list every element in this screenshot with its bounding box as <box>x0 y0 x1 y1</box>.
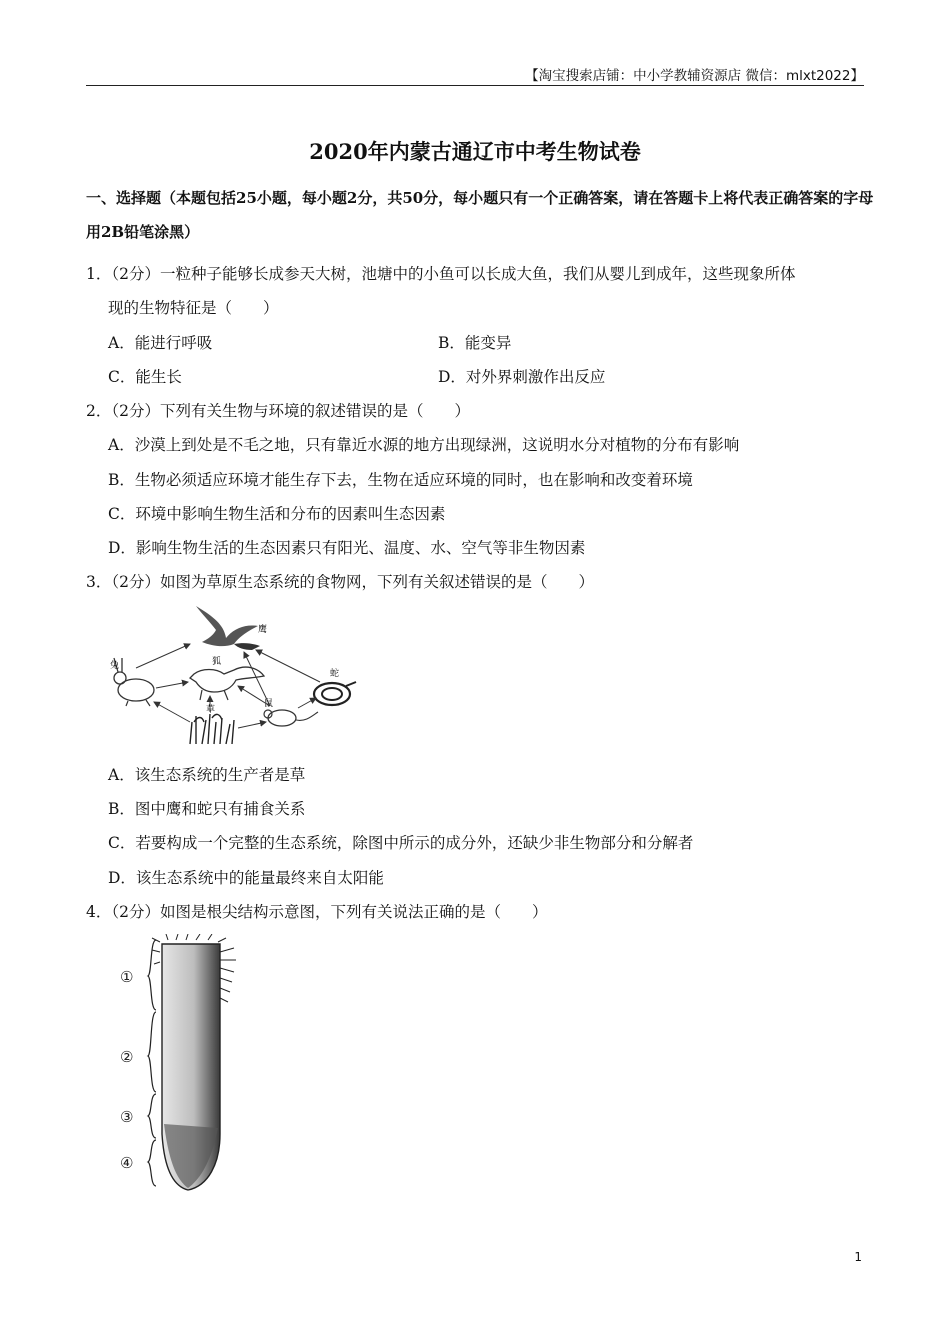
figure-label-fox: 狐 <box>212 657 222 667</box>
page-title: 2020年内蒙古通辽市中考生物试卷 <box>309 139 641 164</box>
food-web-arrows <box>136 644 320 728</box>
question-1-stem-line2: 现的生物特征是（ ） <box>108 299 279 317</box>
figure-label-mouse: 鼠 <box>264 699 274 709</box>
question-3-option-a: A．该生态系统的生产者是草 <box>108 766 306 784</box>
label-region-1: ① <box>120 968 134 986</box>
region-brackets <box>148 940 156 1186</box>
question-1-option-c: C．能生长 <box>108 368 182 386</box>
question-2-option-c: C．环境中影响生物生活和分布的因素叫生态因素 <box>108 505 446 523</box>
question-3-option-b: B．图中鹰和蛇只有捕食关系 <box>108 800 306 818</box>
label-region-3: ③ <box>120 1108 134 1126</box>
question-2-option-d: D．影响生物生活的生态因素只有阳光、温度、水、空气等非生物因素 <box>108 539 586 557</box>
grass-icon <box>190 714 234 744</box>
eagle-icon <box>196 606 260 650</box>
question-2-option-a: A．沙漠上到处是不毛之地，只有靠近水源的地方出现绿洲，这说明水分对植物的分布有影响 <box>108 436 740 454</box>
figure-label-rabbit: 兔 <box>110 661 120 671</box>
mouse-icon <box>264 710 318 726</box>
figure-label-eagle: 鹰 <box>258 625 268 635</box>
question-1-option-d: D．对外界刺激作出反应 <box>438 368 606 386</box>
figure-label-snake: 蛇 <box>330 669 340 679</box>
header-rule <box>86 85 864 86</box>
question-1-option-b: B．能变异 <box>438 334 512 352</box>
question-3-option-d: D．该生态系统中的能量最终来自太阳能 <box>108 869 384 887</box>
question-1-stem-line1: 1．（2分）一粒种子能够长成参天大树，池塘中的小鱼可以长成大鱼，我们从婴儿到成年，这些现象所体 <box>86 265 796 283</box>
figure-label-grass: 草 <box>206 705 216 715</box>
header-note: 【淘宝搜索店铺：中小学教辅资源店 微信：mlxt2022】 <box>525 68 864 84</box>
food-web-figure <box>106 598 366 748</box>
question-1-option-a: A．能进行呼吸 <box>108 334 213 352</box>
root-tip-figure <box>112 934 262 1196</box>
region-labels <box>120 968 133 1172</box>
label-region-4: ④ <box>120 1154 134 1172</box>
section-heading: 一、选择题（本题包括25小题，每小题2分，共50分，每小题只有一个正确答案，请在答题卡上将代表正确答案的字母用2B铅笔涂黑） <box>86 189 874 241</box>
question-2-option-b: B．生物必须适应环境才能生存下去，生物在适应环境的同时，也在影响和改变着环境 <box>108 471 693 489</box>
question-3-option-c: C．若要构成一个完整的生态系统，除图中所示的成分外，还缺少非生物部分和分解者 <box>108 834 694 852</box>
question-3-stem: 3．（2分）如图为草原生态系统的食物网，下列有关叙述错误的是（ ） <box>86 573 594 591</box>
label-region-2: ② <box>120 1048 134 1066</box>
rabbit-icon <box>114 658 154 706</box>
question-4-stem: 4．（2分）如图是根尖结构示意图，下列有关说法正确的是（ ） <box>86 903 548 921</box>
page-number: 1 <box>854 1250 862 1264</box>
snake-icon <box>314 682 356 705</box>
question-2-stem: 2．（2分）下列有关生物与环境的叙述错误的是（ ） <box>86 402 470 420</box>
